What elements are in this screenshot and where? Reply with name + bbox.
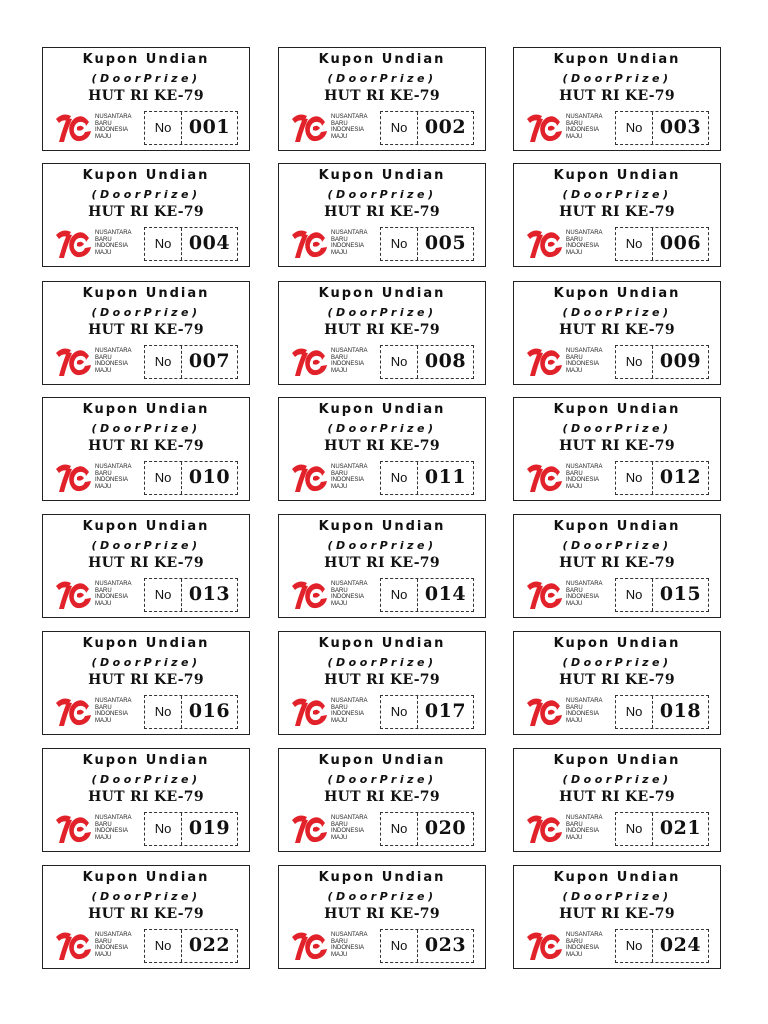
coupon-title: Kupon Undian (553, 519, 681, 534)
coupon-card (513, 281, 721, 385)
hut-ri-79-logo (289, 110, 379, 146)
logo-tagline: NUSANTARA BARU INDONESIA MAJU (95, 464, 132, 490)
number-box (615, 461, 709, 495)
coupon-card (513, 514, 721, 618)
coupon-number: 020 (424, 817, 467, 839)
coupon-card (42, 281, 250, 385)
coupon-subtitle: (DoorPrize) (327, 890, 437, 903)
coupon-number: 019 (188, 817, 231, 839)
no-label: No (154, 354, 172, 369)
coupon-card (278, 865, 486, 969)
number-box (380, 227, 474, 261)
event-title: HUT RI KE-79 (324, 88, 440, 104)
event-title: HUT RI KE-79 (324, 906, 440, 922)
coupon-card (278, 631, 486, 735)
hut-ri-79-logo (524, 110, 614, 146)
event-title: HUT RI KE-79 (324, 438, 440, 454)
hut-ri-79-logo (524, 577, 614, 613)
no-label: No (625, 120, 643, 135)
logo-tagline: NUSANTARA BARU INDONESIA MAJU (566, 815, 603, 841)
hut-ri-79-logo (289, 344, 379, 380)
coupon-title: Kupon Undian (318, 402, 446, 417)
event-title: HUT RI KE-79 (559, 322, 675, 338)
coupon-number: 006 (659, 232, 702, 254)
coupon-subtitle: (DoorPrize) (91, 773, 201, 786)
coupon-card (513, 748, 721, 852)
coupon-card (42, 631, 250, 735)
number-box (144, 227, 238, 261)
number-box (380, 345, 474, 379)
logo-tagline: NUSANTARA BARU INDONESIA MAJU (95, 815, 132, 841)
number-box (380, 461, 474, 495)
number-box (144, 929, 238, 963)
logo-tagline: NUSANTARA BARU INDONESIA MAJU (331, 230, 368, 256)
logo-tagline: NUSANTARA BARU INDONESIA MAJU (566, 348, 603, 374)
no-label: No (154, 587, 172, 602)
coupon-title: Kupon Undian (553, 52, 681, 67)
logo-tagline: NUSANTARA BARU INDONESIA MAJU (331, 464, 368, 490)
coupon-number: 009 (659, 350, 702, 372)
logo-tagline: NUSANTARA BARU INDONESIA MAJU (566, 464, 603, 490)
hut-ri-79-logo (53, 928, 143, 964)
coupon-number: 018 (659, 700, 702, 722)
event-title: HUT RI KE-79 (324, 322, 440, 338)
hut-ri-79-logo (524, 460, 614, 496)
coupon-title: Kupon Undian (82, 753, 210, 768)
number-box (615, 695, 709, 729)
number-box (144, 111, 238, 145)
no-label: No (154, 236, 172, 251)
number-box (144, 461, 238, 495)
coupon-title: Kupon Undian (82, 168, 210, 183)
coupon-subtitle: (DoorPrize) (91, 539, 201, 552)
no-label: No (390, 470, 408, 485)
no-label: No (390, 938, 408, 953)
number-box (615, 812, 709, 846)
coupon-card (278, 514, 486, 618)
hut-ri-79-logo (524, 811, 614, 847)
coupon-subtitle: (DoorPrize) (91, 656, 201, 669)
coupon-title: Kupon Undian (318, 52, 446, 67)
coupon-subtitle: (DoorPrize) (562, 72, 672, 85)
event-title: HUT RI KE-79 (559, 88, 675, 104)
hut-ri-79-logo (289, 811, 379, 847)
coupon-subtitle: (DoorPrize) (327, 72, 437, 85)
coupon-card (278, 163, 486, 267)
coupon-number: 001 (188, 116, 231, 138)
coupon-title: Kupon Undian (553, 870, 681, 885)
hut-ri-79-logo (53, 460, 143, 496)
event-title: HUT RI KE-79 (324, 672, 440, 688)
coupon-card (513, 631, 721, 735)
coupon-subtitle: (DoorPrize) (327, 188, 437, 201)
coupon-title: Kupon Undian (82, 402, 210, 417)
coupon-number: 022 (188, 934, 231, 956)
number-box (144, 345, 238, 379)
hut-ri-79-logo (289, 577, 379, 613)
coupon-number: 005 (424, 232, 467, 254)
coupon-subtitle: (DoorPrize) (562, 773, 672, 786)
coupon-number: 011 (424, 466, 467, 488)
coupon-card (513, 865, 721, 969)
event-title: HUT RI KE-79 (88, 789, 204, 805)
hut-ri-79-logo (53, 226, 143, 262)
event-title: HUT RI KE-79 (559, 438, 675, 454)
hut-ri-79-logo (289, 694, 379, 730)
logo-tagline: NUSANTARA BARU INDONESIA MAJU (566, 698, 603, 724)
coupon-number: 021 (659, 817, 702, 839)
event-title: HUT RI KE-79 (88, 672, 204, 688)
event-title: HUT RI KE-79 (559, 204, 675, 220)
event-title: HUT RI KE-79 (88, 906, 204, 922)
coupon-title: Kupon Undian (82, 286, 210, 301)
no-label: No (625, 704, 643, 719)
no-label: No (154, 821, 172, 836)
logo-tagline: NUSANTARA BARU INDONESIA MAJU (331, 581, 368, 607)
coupon-number: 023 (424, 934, 467, 956)
no-label: No (390, 354, 408, 369)
event-title: HUT RI KE-79 (88, 555, 204, 571)
no-label: No (625, 354, 643, 369)
coupon-title: Kupon Undian (82, 636, 210, 651)
coupon-number: 013 (188, 583, 231, 605)
event-title: HUT RI KE-79 (559, 906, 675, 922)
logo-tagline: NUSANTARA BARU INDONESIA MAJU (95, 230, 132, 256)
coupon-subtitle: (DoorPrize) (91, 422, 201, 435)
logo-tagline: NUSANTARA BARU INDONESIA MAJU (331, 114, 368, 140)
coupon-title: Kupon Undian (82, 870, 210, 885)
no-label: No (625, 587, 643, 602)
no-label: No (390, 704, 408, 719)
event-title: HUT RI KE-79 (559, 672, 675, 688)
coupon-number: 002 (424, 116, 467, 138)
number-box (144, 578, 238, 612)
coupon-title: Kupon Undian (318, 753, 446, 768)
no-label: No (625, 938, 643, 953)
coupon-card (42, 163, 250, 267)
event-title: HUT RI KE-79 (324, 555, 440, 571)
number-box (380, 812, 474, 846)
logo-tagline: NUSANTARA BARU INDONESIA MAJU (95, 348, 132, 374)
coupon-number: 014 (424, 583, 467, 605)
coupon-number: 015 (659, 583, 702, 605)
hut-ri-79-logo (53, 811, 143, 847)
logo-tagline: NUSANTARA BARU INDONESIA MAJU (331, 698, 368, 724)
coupon-subtitle: (DoorPrize) (327, 773, 437, 786)
number-box (615, 227, 709, 261)
coupon-number: 012 (659, 466, 702, 488)
logo-tagline: NUSANTARA BARU INDONESIA MAJU (95, 581, 132, 607)
coupon-subtitle: (DoorPrize) (562, 422, 672, 435)
number-box (380, 578, 474, 612)
number-box (615, 111, 709, 145)
hut-ri-79-logo (53, 344, 143, 380)
coupon-subtitle: (DoorPrize) (562, 539, 672, 552)
coupon-title: Kupon Undian (553, 636, 681, 651)
number-box (144, 695, 238, 729)
coupon-title: Kupon Undian (318, 636, 446, 651)
logo-tagline: NUSANTARA BARU INDONESIA MAJU (95, 932, 132, 958)
coupon-title: Kupon Undian (553, 402, 681, 417)
coupon-subtitle: (DoorPrize) (327, 422, 437, 435)
coupon-number: 007 (188, 350, 231, 372)
logo-tagline: NUSANTARA BARU INDONESIA MAJU (566, 114, 603, 140)
coupon-subtitle: (DoorPrize) (562, 656, 672, 669)
no-label: No (390, 120, 408, 135)
hut-ri-79-logo (524, 226, 614, 262)
hut-ri-79-logo (289, 226, 379, 262)
logo-tagline: NUSANTARA BARU INDONESIA MAJU (331, 932, 368, 958)
logo-tagline: NUSANTARA BARU INDONESIA MAJU (331, 815, 368, 841)
coupon-title: Kupon Undian (82, 519, 210, 534)
no-label: No (390, 587, 408, 602)
coupon-card (42, 748, 250, 852)
hut-ri-79-logo (524, 694, 614, 730)
coupon-title: Kupon Undian (553, 286, 681, 301)
coupon-card (278, 281, 486, 385)
coupon-card (513, 397, 721, 501)
coupon-title: Kupon Undian (318, 168, 446, 183)
logo-tagline: NUSANTARA BARU INDONESIA MAJU (331, 348, 368, 374)
coupon-title: Kupon Undian (318, 286, 446, 301)
hut-ri-79-logo (289, 928, 379, 964)
hut-ri-79-logo (53, 110, 143, 146)
coupon-subtitle: (DoorPrize) (91, 188, 201, 201)
coupon-title: Kupon Undian (318, 870, 446, 885)
no-label: No (390, 821, 408, 836)
number-box (380, 111, 474, 145)
coupon-card (513, 163, 721, 267)
no-label: No (154, 470, 172, 485)
number-box (615, 345, 709, 379)
hut-ri-79-logo (53, 694, 143, 730)
coupon-number: 004 (188, 232, 231, 254)
coupon-card (278, 748, 486, 852)
coupon-number: 010 (188, 466, 231, 488)
coupon-subtitle: (DoorPrize) (91, 890, 201, 903)
no-label: No (154, 938, 172, 953)
coupon-card (42, 514, 250, 618)
coupon-card (513, 47, 721, 151)
number-box (615, 929, 709, 963)
coupon-number: 017 (424, 700, 467, 722)
logo-tagline: NUSANTARA BARU INDONESIA MAJU (95, 698, 132, 724)
coupon-card (42, 397, 250, 501)
event-title: HUT RI KE-79 (559, 789, 675, 805)
coupon-title: Kupon Undian (82, 52, 210, 67)
hut-ri-79-logo (289, 460, 379, 496)
coupon-subtitle: (DoorPrize) (327, 539, 437, 552)
coupon-subtitle: (DoorPrize) (91, 306, 201, 319)
coupon-title: Kupon Undian (553, 753, 681, 768)
coupon-card (42, 865, 250, 969)
hut-ri-79-logo (53, 577, 143, 613)
number-box (144, 812, 238, 846)
coupon-card (278, 397, 486, 501)
no-label: No (154, 120, 172, 135)
no-label: No (154, 704, 172, 719)
logo-tagline: NUSANTARA BARU INDONESIA MAJU (566, 581, 603, 607)
coupon-card (42, 47, 250, 151)
hut-ri-79-logo (524, 344, 614, 380)
coupon-card (278, 47, 486, 151)
event-title: HUT RI KE-79 (88, 204, 204, 220)
coupon-title: Kupon Undian (318, 519, 446, 534)
event-title: HUT RI KE-79 (559, 555, 675, 571)
event-title: HUT RI KE-79 (88, 438, 204, 454)
event-title: HUT RI KE-79 (88, 88, 204, 104)
coupon-subtitle: (DoorPrize) (327, 306, 437, 319)
event-title: HUT RI KE-79 (324, 204, 440, 220)
coupon-subtitle: (DoorPrize) (91, 72, 201, 85)
number-box (380, 929, 474, 963)
logo-tagline: NUSANTARA BARU INDONESIA MAJU (566, 230, 603, 256)
coupon-subtitle: (DoorPrize) (327, 656, 437, 669)
event-title: HUT RI KE-79 (88, 322, 204, 338)
no-label: No (625, 821, 643, 836)
coupon-number: 003 (659, 116, 702, 138)
coupon-number: 008 (424, 350, 467, 372)
coupon-number: 016 (188, 700, 231, 722)
no-label: No (390, 236, 408, 251)
coupon-subtitle: (DoorPrize) (562, 188, 672, 201)
event-title: HUT RI KE-79 (324, 789, 440, 805)
logo-tagline: NUSANTARA BARU INDONESIA MAJU (566, 932, 603, 958)
coupon-title: Kupon Undian (553, 168, 681, 183)
coupon-subtitle: (DoorPrize) (562, 890, 672, 903)
no-label: No (625, 470, 643, 485)
number-box (380, 695, 474, 729)
no-label: No (625, 236, 643, 251)
coupon-subtitle: (DoorPrize) (562, 306, 672, 319)
number-box (615, 578, 709, 612)
hut-ri-79-logo (524, 928, 614, 964)
logo-tagline: NUSANTARA BARU INDONESIA MAJU (95, 114, 132, 140)
coupon-number: 024 (659, 934, 702, 956)
